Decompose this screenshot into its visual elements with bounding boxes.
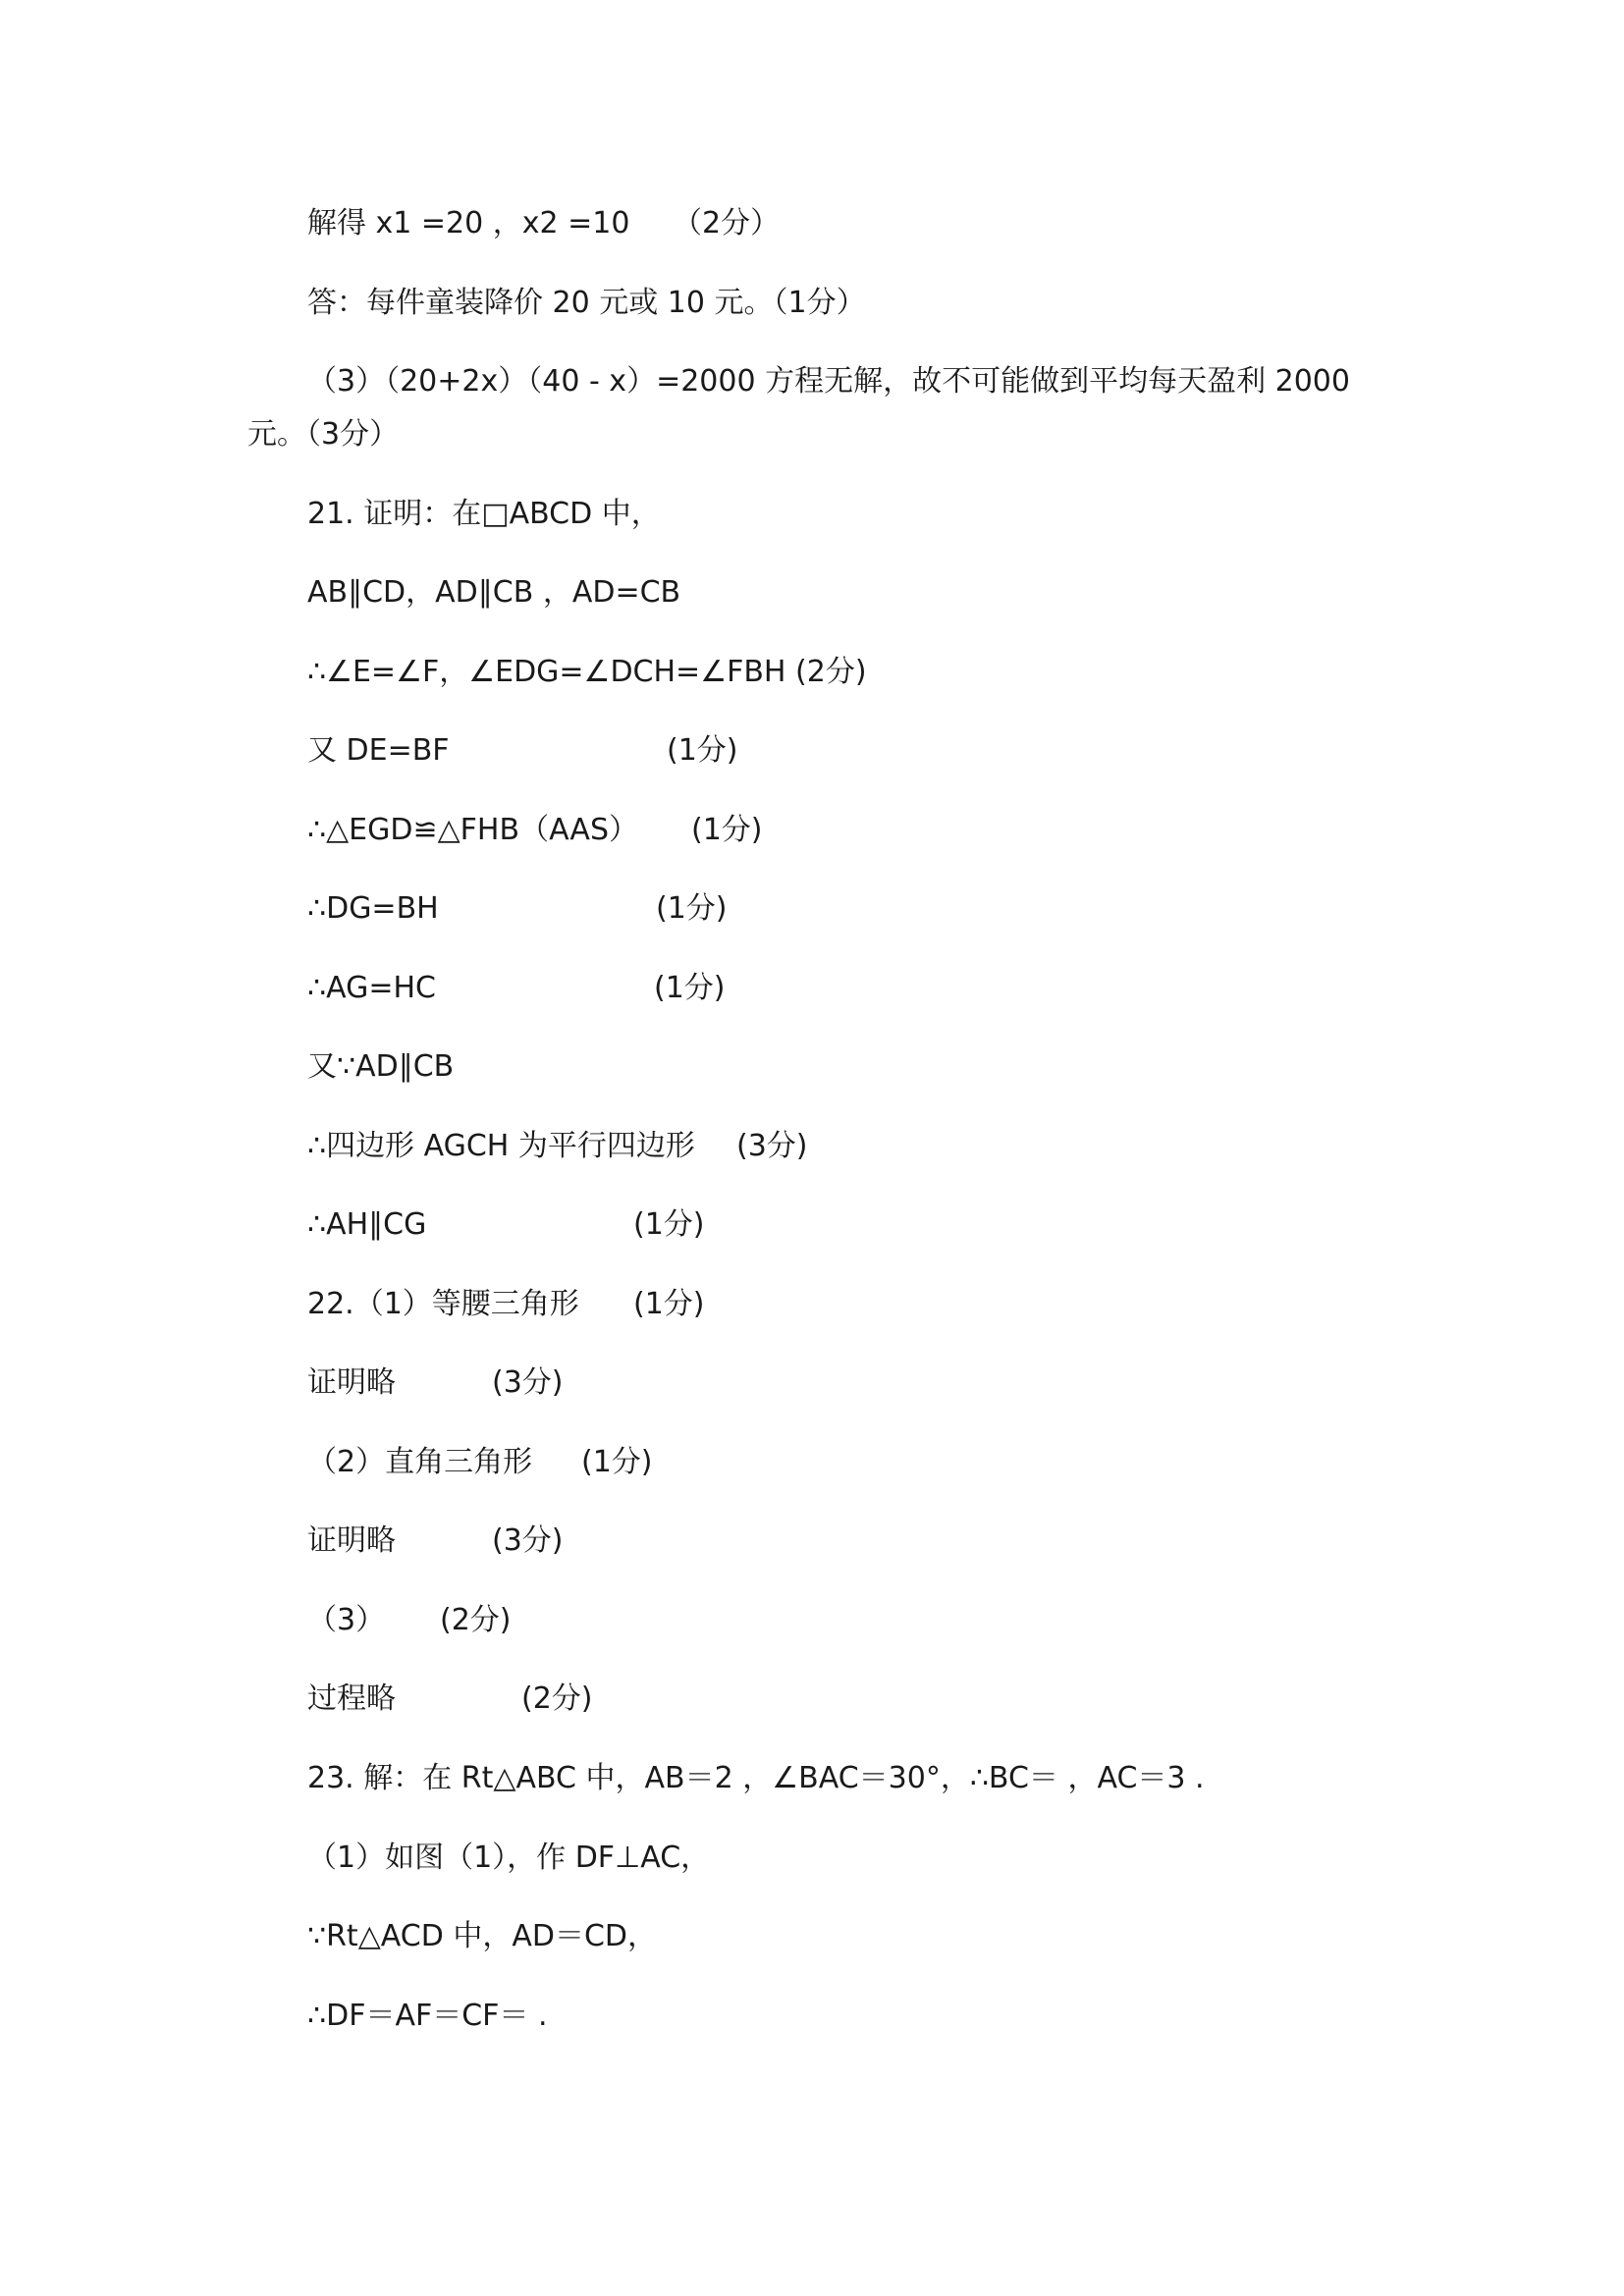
line-q22-part3 [307,1601,512,1640]
line-q21-dg-bh [307,889,728,929]
score-label: (1分) [691,813,763,847]
line-text: ∴AH∥CG [307,1207,427,1242]
line-text: ∴DG=BH [307,891,439,926]
line-q22-proof1 [307,1363,564,1403]
score-label: （2分） [673,206,781,240]
line-q21-angles [307,653,867,692]
score-label: (1分) [656,891,728,926]
line-q21-de-bf [307,731,738,771]
line-q23-heading [307,1759,1205,1798]
line-text: 证明略 [307,1365,396,1400]
line-q23-isosceles [307,1917,657,1956]
line-text: ∴DF＝AF＝CF＝ . [307,1999,548,2033]
line-text: 元。（3分） [247,417,400,452]
score-label: (3分) [492,1523,564,1558]
score-label: (2分) [440,1603,512,1637]
score-label: (1分) [633,1207,705,1242]
line-answer [307,284,866,323]
score-label: (1分) [654,971,726,1005]
line-part3-continuation [247,415,399,454]
line-q21-conclusion [307,1205,705,1245]
line-text: 22.（1）等腰三角形 [307,1287,579,1321]
line-q22-proof2 [307,1522,564,1561]
score-label: (3分) [736,1129,808,1163]
line-text: ∴∠E=∠F，∠EDG=∠DCH=∠FBH (2分) [307,655,867,689]
line-text: ∵Rt△ACD 中，AD＝CD， [307,1919,658,1953]
line-solve-result [307,204,781,243]
score-label: (2分) [521,1682,593,1716]
line-text: 又 DE=BF [307,733,450,768]
line-q21-heading [307,495,661,534]
line-part3-equation [307,362,1350,401]
line-q23-df [307,1997,548,2036]
line-text: 证明略 [307,1523,396,1558]
line-q21-ad-cb [307,1047,454,1087]
line-text: （3） [307,1603,386,1637]
line-text: ∴△EGD≌△FHB（AAS） [307,813,638,847]
line-text: AB∥CD，AD∥CB ，AD=CB [307,575,681,610]
line-text: 过程略 [307,1682,396,1716]
line-text: 又∵AD∥CB [307,1049,455,1084]
score-label: (1分) [667,733,738,768]
score-label: (1分) [633,1287,705,1321]
line-text: 答：每件童装降价 20 元或 10 元。（1分） [307,286,866,320]
line-q21-ag-hc [307,969,726,1008]
line-q23-part1 [307,1839,710,1878]
line-text: ∴四边形 AGCH 为平行四边形 [307,1129,695,1163]
score-label: (3分) [492,1365,564,1400]
line-q22-part1 [307,1285,705,1324]
line-q21-parallel [307,573,680,613]
score-label: (1分) [581,1445,653,1479]
line-text: ∴AG=HC [307,971,436,1005]
line-text: （2）直角三角形 [307,1445,533,1479]
line-text: 23. 解：在 Rt△ABC 中，AB＝2 ，∠BAC＝30°，∴BC＝ ，AC＝3 . [307,1761,1205,1795]
line-text: （1）如图（1），作 DF⊥AC， [307,1841,711,1875]
line-text: 解得 x1 =20 ，x2 =10 [307,206,630,240]
line-q22-part2 [307,1443,653,1482]
line-q21-congruent [307,811,763,850]
line-q21-parallelogram [307,1127,808,1166]
line-text: 21. 证明：在□ABCD 中， [307,497,661,531]
line-q22-process [307,1680,593,1719]
line-text: （3）（20+2x）（40 - x）=2000 方程无解，故不可能做到平均每天盈利 2000 [307,364,1350,399]
